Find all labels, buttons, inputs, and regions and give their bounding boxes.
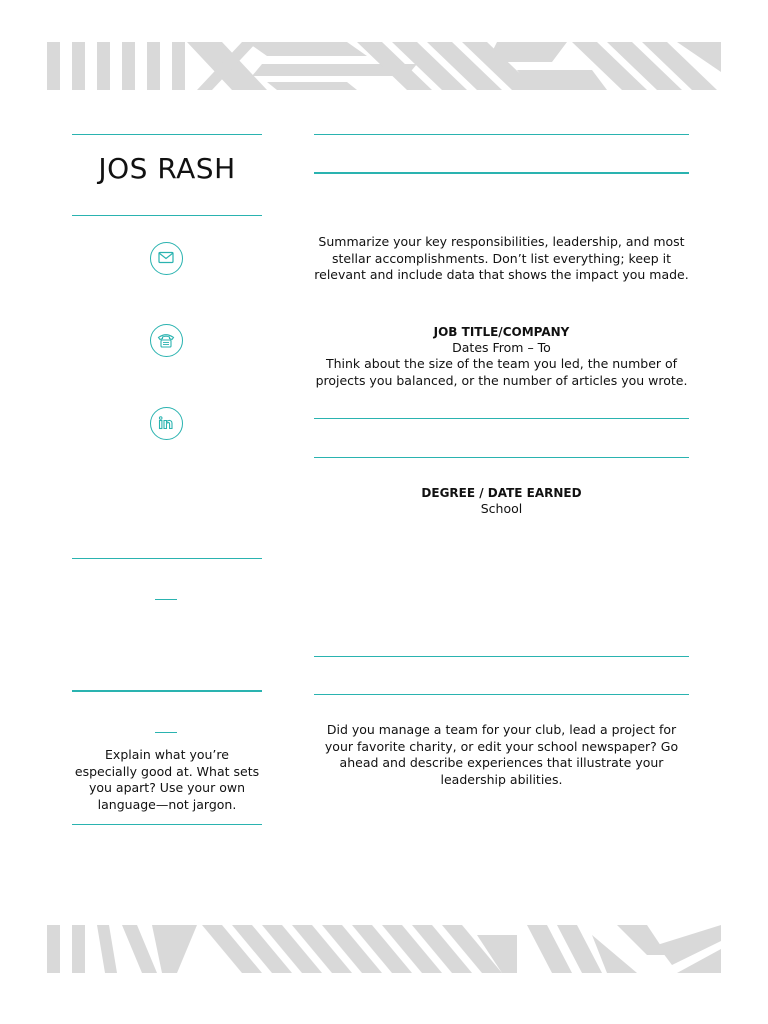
divider-line <box>314 134 689 135</box>
short-accent-dash <box>155 732 177 733</box>
divider-line <box>72 690 262 692</box>
divider-line <box>314 172 689 174</box>
school-name: School <box>480 501 523 516</box>
email-icon <box>150 242 183 275</box>
divider-line <box>314 418 689 419</box>
decorative-header-band <box>47 42 721 90</box>
short-accent-dash <box>155 599 177 600</box>
candidate-name: JOS RASH <box>98 152 236 185</box>
decorative-footer-band <box>47 925 721 973</box>
job-title-company: JOB TITLE/COMPANY <box>433 325 570 339</box>
degree-date: DEGREE / DATE EARNED <box>421 486 582 500</box>
divider-line <box>314 457 689 458</box>
linkedin-icon <box>150 407 183 440</box>
divider-line <box>314 656 689 657</box>
phone-icon <box>150 324 183 357</box>
skills-text: Explain what you’re especially good at. What sets you apart? Use your own language—not jargon. <box>74 747 260 812</box>
job-dates: Dates From – To <box>452 340 551 355</box>
job-description: Think about the size of the team you led, the number of projects you balanced, or the number of articles you wrote. <box>315 356 688 388</box>
divider-line <box>72 558 262 559</box>
experience-summary: Summarize your key responsibilities, leadership, and most stellar accomplishments. Don’t list everything; keep it relevant and include data that shows the impact you made. <box>314 234 689 282</box>
divider-line <box>314 694 689 695</box>
divider-line <box>72 134 262 135</box>
volunteer-text: Did you manage a team for your club, lead a project for your favorite charity, or edit your school newspaper? Go ahead and describe experiences that illustrate your leadership abilities. <box>324 722 679 787</box>
divider-line <box>72 215 262 216</box>
divider-line <box>72 824 262 825</box>
